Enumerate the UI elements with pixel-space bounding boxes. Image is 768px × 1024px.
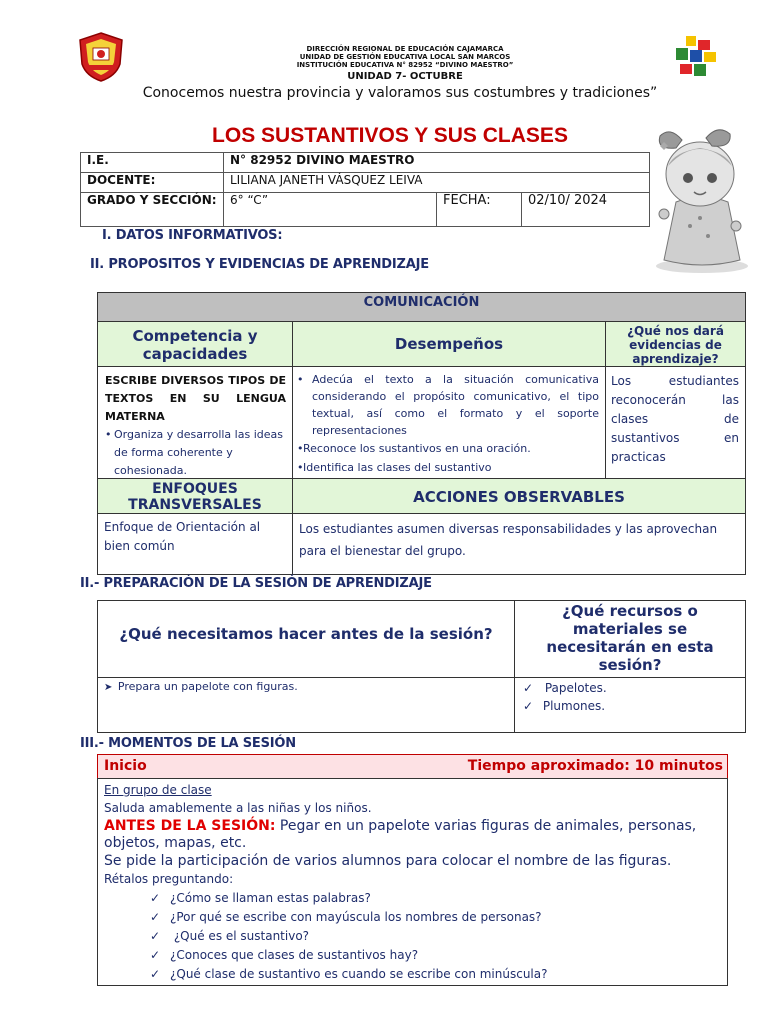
header-line-2: UNIDAD DE GESTIÓN EDUCATIVA LOCAL SAN MARCOS xyxy=(299,53,511,61)
inicio-tiempo: Tiempo aproximado: 10 minutos xyxy=(467,758,723,774)
grupo-text: En grupo de clase xyxy=(104,783,212,797)
recurso-2: Plumones. xyxy=(542,699,606,713)
inicio-label: Inicio xyxy=(104,758,147,774)
acciones-head: ACCIONES OBSERVABLES xyxy=(413,488,625,506)
pregunta-4: ¿Conoces que clases de sustantivos hay? xyxy=(170,948,419,962)
col-competencia: Competencia y capacidades xyxy=(132,327,258,363)
docente-label: DOCENTE: xyxy=(81,173,224,193)
col-desempenos: Desempeños xyxy=(394,335,504,353)
check-icon: ✓ xyxy=(150,948,161,962)
header-line-3: INSTITUCIÓN EDUCATIVA N° 82952 “DIVINO MAESTRO” xyxy=(296,61,514,69)
section-datos: I. DATOS INFORMATIVOS: xyxy=(102,228,283,243)
pregunta-5: ¿Qué clase de sustantivo es cuando se escribe con minúscula? xyxy=(170,967,548,981)
desempeno-2: Reconoce los sustantivos en una oración. xyxy=(303,442,531,455)
bullet-icon: • xyxy=(105,428,112,441)
check-icon: ✓ xyxy=(150,891,161,905)
unit-label: UNIDAD 7- OCTUBRE xyxy=(347,71,463,82)
bullet-icon: • xyxy=(297,442,304,455)
accion-text: Los estudiantes asumen diversas responsabilidades y las aprovechan para el bienestar del grupo. xyxy=(299,522,718,558)
col-evidencia: ¿Qué nos dará evidencias de aprendizaje? xyxy=(627,324,724,366)
q-antes: ¿Qué necesitamos hacer antes de la sesión? xyxy=(119,625,493,643)
antes-text: Prepara un papelote con figuras. xyxy=(117,680,298,693)
check-icon: ✓ xyxy=(150,929,161,943)
area-title: COMUNICACIÓN xyxy=(363,295,480,310)
info-table xyxy=(80,152,650,227)
section-propositos: II. PROPOSITOS Y EVIDENCIAS DE APRENDIZAJE xyxy=(90,257,429,272)
school-crest-logo xyxy=(78,32,124,82)
evidencia-text: Los estudiantes reconocerán las clases de sustantivos en practicas xyxy=(611,374,739,464)
retalos-text: Rétalos preguntando: xyxy=(104,872,234,886)
check-icon: ✓ xyxy=(523,699,534,713)
region-logo xyxy=(672,34,718,78)
antes-sesion-label: ANTES DE LA SESIÓN: xyxy=(104,818,276,834)
saluda-text: Saluda amablemente a las niñas y los niños. xyxy=(104,801,372,815)
participacion-text: Se pide la participación de varios alumnos para colocar el nombre de las figuras. xyxy=(104,853,672,869)
desempeno-1: Adecúa el texto a la situación comunicativa considerando el propósito comunicativo, el tipo textual, así como el formato y el soporte representaciones xyxy=(312,373,599,437)
section-preparacion: II.- PREPARACIÓN DE LA SESIÓN DE APRENDIZAJE xyxy=(80,576,432,591)
fecha-label: FECHA: xyxy=(437,193,522,227)
page-title: LOS SUSTANTIVOS Y SUS CLASES xyxy=(212,124,568,147)
recurso-1: Papelotes. xyxy=(544,681,607,695)
arrow-icon: ➤ xyxy=(104,682,113,693)
comunicacion-table xyxy=(97,292,746,575)
enfoques-head: ENFOQUES TRANSVERSALES xyxy=(128,481,262,513)
ie-value: N° 82952 DIVINO MAESTRO xyxy=(224,153,650,173)
header-subtitle: Conocemos nuestra provincia y valoramos sus costumbres y tradiciones” xyxy=(142,85,658,101)
pregunta-2: ¿Por qué se escribe con mayúscula los nombres de personas? xyxy=(170,910,542,924)
enfoque-text: Enfoque de Orientación al bien común xyxy=(104,520,261,553)
q-recursos: ¿Qué recursos o materiales se necesitarán en esta sesión? xyxy=(546,602,714,674)
grado-value: 6° “C” xyxy=(224,193,437,227)
fecha-value: 02/10/ 2024 xyxy=(522,193,650,227)
inicio-table xyxy=(97,754,728,986)
antes-sesion-text: Pegar en un papelote varias figuras de animales, personas, objetos, mapas, etc. xyxy=(104,818,697,851)
bullet-icon: • xyxy=(297,373,304,386)
section-momentos: III.- MOMENTOS DE LA SESIÓN xyxy=(80,736,296,751)
girl-illustration xyxy=(646,122,754,274)
check-icon: ✓ xyxy=(150,910,161,924)
grado-label: GRADO Y SECCIÓN: xyxy=(81,193,224,227)
preparacion-table xyxy=(97,600,746,733)
header-line-1: DIRECCIÓN REGIONAL DE EDUCACIÓN CAJAMARCA xyxy=(306,45,504,53)
capacidad-text: Organiza y desarrolla las ideas de forma coherente y cohesionada. xyxy=(114,428,283,477)
pregunta-3: ¿Qué es el sustantivo? xyxy=(170,929,310,943)
check-icon: ✓ xyxy=(523,681,534,695)
pregunta-1: ¿Cómo se llaman estas palabras? xyxy=(170,891,371,905)
competencia-text: ESCRIBE DIVERSOS TIPOS DE TEXTOS EN SU LENGUA MATERNA xyxy=(105,374,286,423)
ie-label: I.E. xyxy=(81,153,224,173)
check-icon: ✓ xyxy=(150,967,161,981)
bullet-icon: • xyxy=(297,461,304,474)
desempeno-3: Identifica las clases del sustantivo xyxy=(303,461,492,474)
docente-value: LILIANA JANETH VÁSQUEZ LEIVA xyxy=(224,173,650,193)
